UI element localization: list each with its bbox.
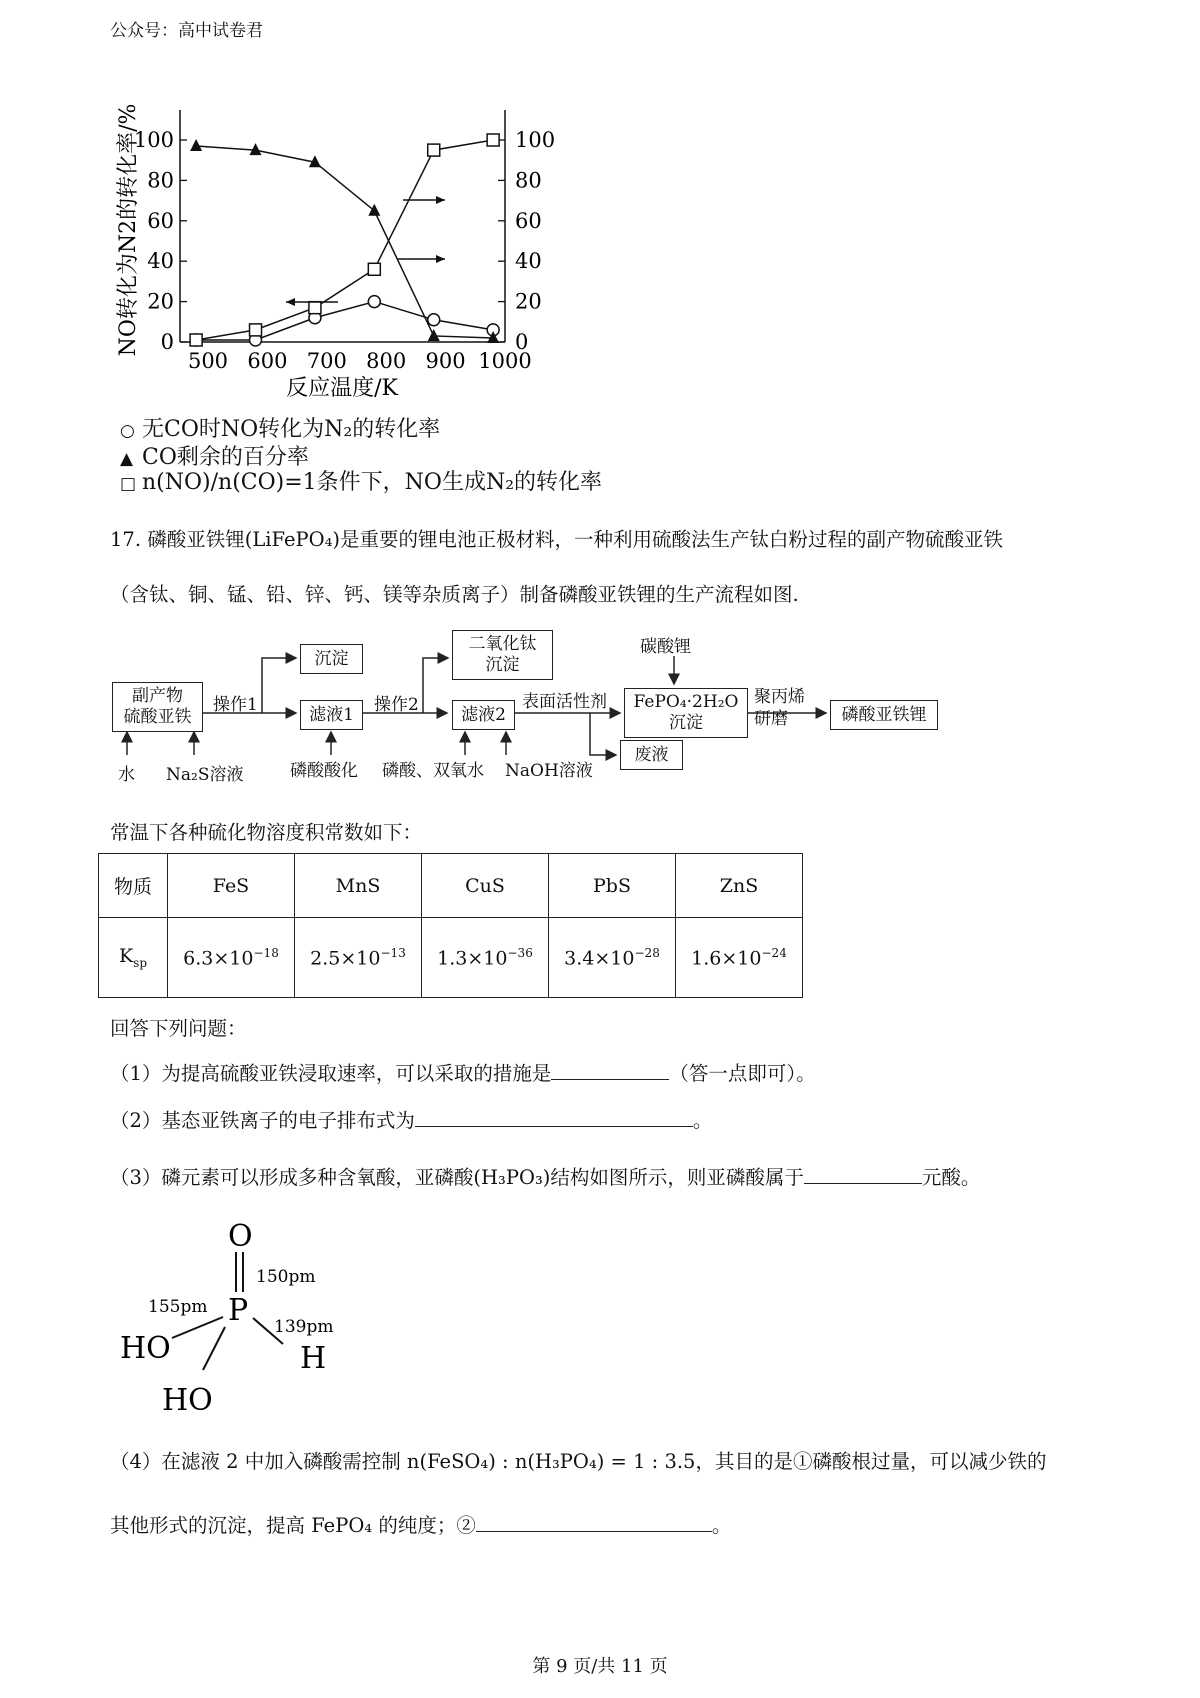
right-tick-label: 60: [515, 208, 542, 233]
ksp-head-cell: PbS: [549, 854, 676, 918]
ksp-head-cell: MnS: [295, 854, 422, 918]
conversion-chart: [100, 90, 556, 401]
right-tick-label: 20: [515, 289, 542, 314]
legend-triangle-text: CO剩余的百分率: [142, 445, 309, 470]
flow-water-label: 水: [118, 765, 135, 785]
bond-length-150: 150pm: [256, 1267, 316, 1287]
flow-product-box: 磷酸亚铁锂: [830, 700, 938, 730]
right-tick-label: 80: [515, 168, 542, 193]
x-tick-label: 700: [306, 349, 347, 373]
q17-line2: （含钛、铜、锰、铅、锌、钙、镁等杂质离子）制备磷酸亚铁锂的生产流程如图.: [110, 583, 799, 606]
ksp-value-cell: $1.6\times 10^{-24}$: [676, 918, 803, 998]
flow-pp-label: 聚丙烯 研磨: [754, 687, 805, 729]
triangle-point: [428, 329, 440, 341]
flow-op2-label: 操作2: [374, 695, 419, 715]
y-tick-label: 20: [147, 289, 174, 314]
question-3: （3）磷元素可以形成多种含氧酸，亚磷酸(H₃PO₃)结构如图所示，则亚磷酸属于 元酸。: [110, 1166, 981, 1189]
ksp-value-cell: $3.4\times 10^{-28}$: [549, 918, 676, 998]
flow-chart: [0, 620, 1200, 790]
ksp-head-cell: 物质: [99, 854, 168, 918]
answer-blank[interactable]: [804, 1164, 922, 1184]
flow-naoh-label: NaOH溶液: [505, 761, 593, 781]
flow-waste-box: 废液: [620, 740, 683, 770]
y-tick-label: 80: [147, 168, 174, 193]
square-point: [250, 324, 262, 336]
atom-o: O: [228, 1219, 253, 1254]
flow-filtrate1-box: 滤液1: [300, 700, 363, 730]
page-header: 公众号：高中试卷君: [110, 21, 263, 41]
flow-precip-box: 沉淀: [300, 644, 363, 674]
flow-tio2-box: 二氧化钛 沉淀: [452, 630, 553, 680]
square-point: [428, 144, 440, 156]
question-4-line2: 其他形式的沉淀，提高 FePO₄ 的纯度；② 。: [110, 1514, 732, 1537]
page-footer: 第 9 页/共 11 页: [532, 1656, 668, 1677]
question-2: （2）基态亚铁离子的电子排布式为 。: [110, 1109, 713, 1132]
ksp-row-label: $K_{sp}$: [99, 918, 168, 998]
legend-circle: [120, 412, 440, 443]
triangle-marker-icon: ▲: [120, 449, 134, 469]
ksp-intro: 常温下各种硫化物溶度积常数如下：: [110, 821, 423, 844]
square-point: [190, 334, 202, 346]
flow-filtrate2-box: 滤液2: [452, 700, 515, 730]
flow-li-label: 碳酸锂: [640, 637, 691, 657]
ksp-head-cell: CuS: [422, 854, 549, 918]
atom-ho-2: HO: [162, 1383, 213, 1418]
atom-h: H: [300, 1341, 327, 1376]
circle-point: [428, 314, 440, 326]
square-point: [309, 302, 321, 314]
legend-square: [120, 465, 602, 496]
answer-blank[interactable]: [551, 1060, 669, 1080]
y-tick-label: 60: [147, 208, 174, 233]
x-tick-label: 600: [247, 349, 288, 373]
questions-intro: 回答下列问题：: [110, 1017, 247, 1040]
square-marker-icon: □: [120, 474, 137, 494]
x-tick-label: 1000: [478, 349, 532, 373]
square-point: [368, 263, 380, 275]
h3po3-structure: [110, 1210, 370, 1418]
circle-marker-icon: ○: [120, 421, 135, 441]
bond-length-139: 139pm: [274, 1317, 334, 1337]
atom-ho-1: HO: [120, 1331, 171, 1366]
annotation-arrowhead: [436, 196, 445, 204]
ksp-head-cell: ZnS: [676, 854, 803, 918]
flow-fepo4-box: FePO₄·2H₂O 沉淀: [624, 688, 748, 738]
x-tick-label: 500: [187, 349, 229, 373]
y-axis-label: NO转化为N2的转化率/%: [116, 103, 141, 357]
flow-raw-box: 副产物 硫酸亚铁: [112, 682, 203, 732]
flow-na2s-label: Na₂S溶液: [166, 765, 244, 785]
atom-p: P: [228, 1293, 249, 1328]
ksp-header-row: [99, 854, 803, 918]
ksp-table: [98, 853, 803, 998]
right-tick-label: 40: [515, 249, 542, 274]
ksp-value-cell: $2.5\times 10^{-13}$: [295, 918, 422, 998]
legend-square-text: n(NO)/n(CO)=1条件下，NO生成N₂的转化率: [142, 470, 603, 495]
annotation-arrowhead: [436, 255, 445, 263]
ksp-value-cell: $1.3\times 10^{-36}$: [422, 918, 549, 998]
series-line: [196, 302, 493, 340]
flow-reagents-label: 磷酸、双氧水: [382, 761, 484, 781]
triangle-point: [368, 204, 380, 216]
answer-blank[interactable]: [415, 1107, 693, 1127]
legend-circle-text: 无CO时NO转化为N₂的转化率: [142, 417, 441, 442]
right-tick-label: 0: [515, 330, 529, 354]
ksp-head-cell: FeS: [168, 854, 295, 918]
triangle-point: [190, 139, 202, 151]
q17-line1: 17. 磷酸亚铁锂(LiFePO₄)是重要的锂电池正极材料，一种利用硫酸法生产钛白粉过程的副产物硫酸亚铁: [110, 528, 1004, 551]
bond-length-155: 155pm: [148, 1297, 208, 1317]
ksp-value-cell: $6.3\times 10^{-18}$: [168, 918, 295, 998]
square-point: [487, 134, 499, 146]
x-axis-label: 反应温度/K: [286, 376, 398, 401]
y-tick-label: 0: [160, 330, 174, 354]
flow-op1-label: 操作1: [213, 695, 258, 715]
y-tick-label: 100: [133, 128, 174, 152]
flow-surfactant-label: 表面活性剂: [522, 692, 607, 712]
annotation-arrowhead: [286, 298, 295, 306]
circle-point: [368, 296, 380, 308]
question-4-line1: （4）在滤液 2 中加入磷酸需控制 n(FeSO₄) : n(H₃PO₄) = 1 : 3.5，其目的是①磷酸根过量，可以减少铁的: [110, 1450, 1047, 1473]
x-tick-label: 800: [366, 349, 407, 373]
x-tick-label: 900: [425, 349, 466, 373]
answer-blank[interactable]: [476, 1512, 712, 1532]
question-1: （1）为提高硫酸亚铁浸取速率，可以采取的措施是 （答一点即可）。: [110, 1062, 816, 1085]
flow-acidify-label: 磷酸酸化: [290, 761, 358, 781]
right-tick-label: 100: [515, 128, 556, 152]
y-tick-label: 40: [147, 249, 174, 274]
ksp-value-row: [99, 918, 803, 998]
